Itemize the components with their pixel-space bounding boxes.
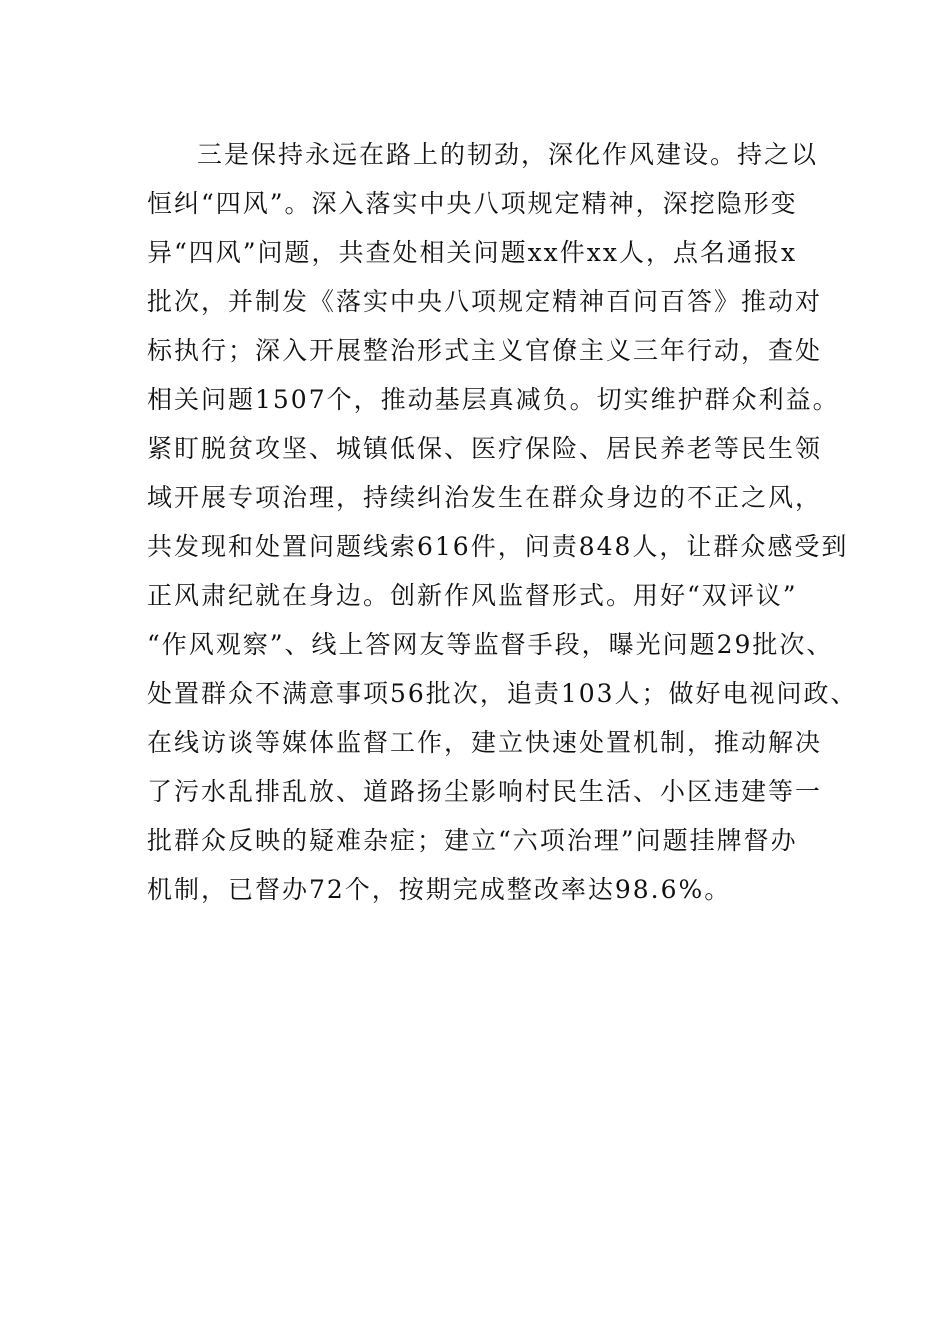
paragraph-line: “作风观察”、线上答网友等监督手段，曝光问题29批次、 <box>147 630 834 659</box>
paragraph-line: 相关问题1507个，推动基层真减负。切实维护群众利益。 <box>147 385 840 414</box>
paragraph-line: 处置群众不满意事项56批次，追责103人；做好电视问政、 <box>147 679 858 708</box>
paragraph-line: 批群众反映的疑难杂症；建立“六项治理”问题挂牌督办 <box>147 826 798 855</box>
paragraph-line: 批次，并制发《落实中央八项规定精神百问百答》推动对 <box>147 287 823 316</box>
body-paragraph <box>147 130 858 914</box>
paragraph-line: 异“四风”问题，共查处相关问题xx件xx人，点名通报x <box>147 238 798 267</box>
paragraph-line: 标执行；深入开展整治形式主义官僚主义三年行动，查处 <box>147 336 823 365</box>
paragraph-line: 恒纠“四风”。深入落实中央八项规定精神，深挖隐形变 <box>147 189 798 218</box>
paragraph-line: 紧盯脱贫攻坚、城镇低保、医疗保险、居民养老等民生领 <box>147 434 823 463</box>
paragraph-line: 三是保持永远在路上的韧劲，深化作风建设。持之以 <box>197 140 819 169</box>
paragraph-line: 正风肃纪就在身边。创新作风监督形式。用好“双评议” <box>147 581 798 610</box>
paragraph-line: 了污水乱排乱放、道路扬尘影响村民生活、小区违建等一 <box>147 777 823 806</box>
paragraph-line: 域开展专项治理，持续纠治发生在群众身边的不正之风， <box>147 483 823 512</box>
paragraph-line: 机制，已督办72个，按期完成整改率达98.6%。 <box>147 875 732 904</box>
paragraph-line: 在线访谈等媒体监督工作，建立快速处置机制，推动解决 <box>147 728 823 757</box>
paragraph-line: 共发现和处置问题线索616件，问责848人，让群众感受到 <box>147 532 849 561</box>
